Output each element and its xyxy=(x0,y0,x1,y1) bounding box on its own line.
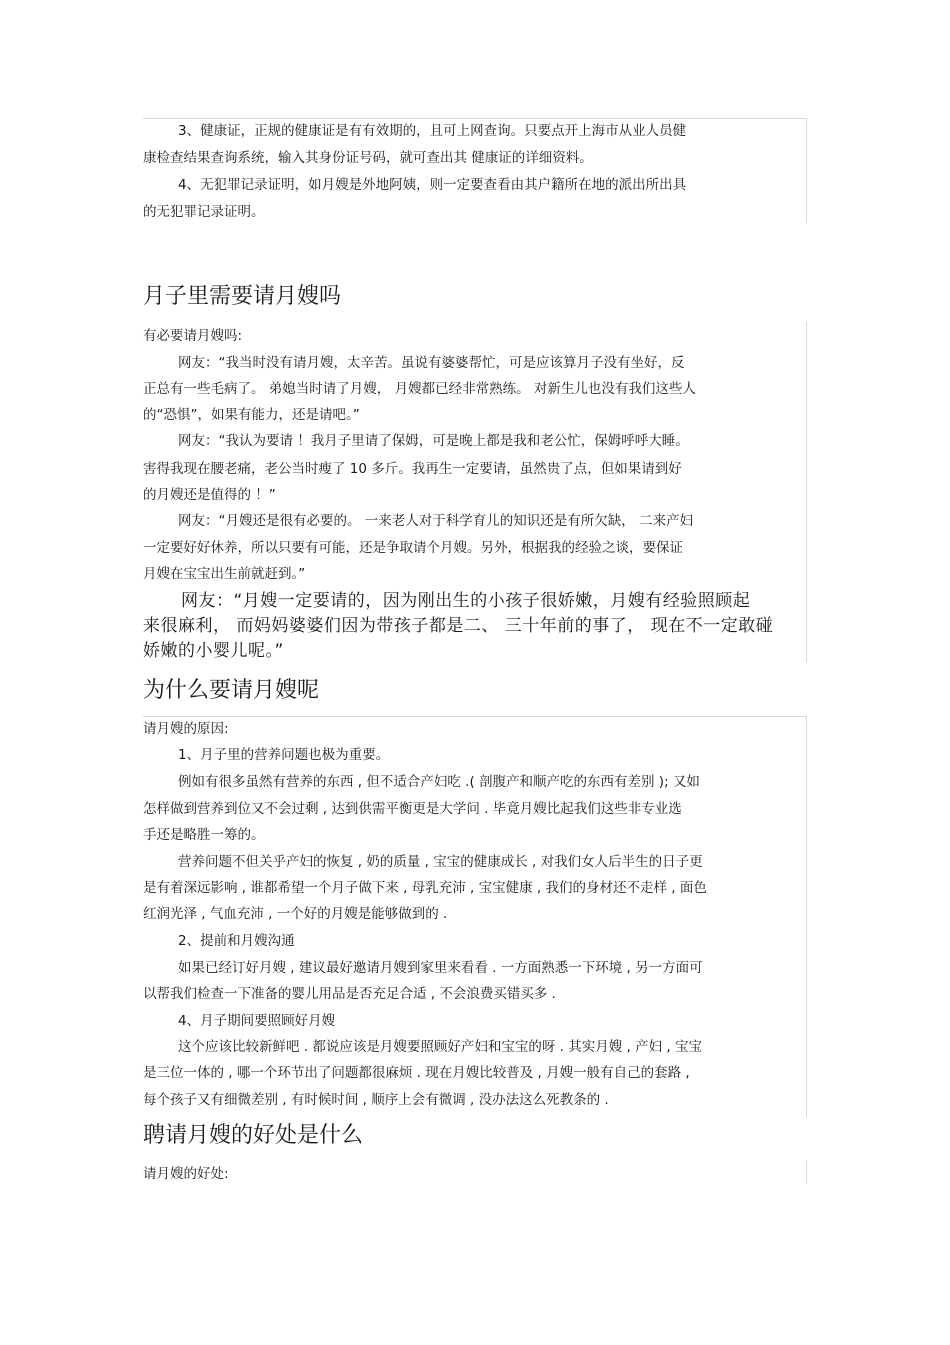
paragraph-line: 如果已经订好月嫂 , 建议最好邀请月嫂到家里来看看 . 一方面熟悉一下环境 , 另一方面可 xyxy=(178,960,703,976)
paragraph-line: 1、月子里的营养问题也极为重要。 xyxy=(178,747,390,763)
paragraph-line: 是有着深远影响 , 谁都希望一个月子做下来 , 母乳充沛 , 宝宝健康 , 我们的身材还不走样 , 面色 xyxy=(143,880,707,896)
paragraph-line: 有必要请月嫂吗: xyxy=(143,328,243,344)
paragraph-line: 以帮我们检查一下准备的婴儿用品是否充足合适 , 不会浪费买错买多 . xyxy=(143,986,556,1002)
paragraph-line: 怎样做到营养到位又不会过剩 , 达到供需平衡更是大学问 . 毕竟月嫂比起我们这些非专业选 xyxy=(143,801,682,817)
section-heading: 月子里需要请月嫂吗 xyxy=(143,284,342,309)
paragraph-line-large: 来很麻利， 而妈妈婆婆们因为带孩子都是二、 三十年前的事了， 现在不一定敢碰 xyxy=(143,616,774,636)
paragraph-line: 每个孩子又有细微差别 , 有时候时间 , 顺序上会有微调 , 没办法这么死教条的 . xyxy=(143,1092,609,1108)
paragraph-line: 一定要好好休养，所以只要有可能，还是争取请个月嫂。另外，根据我的经验之谈，要保证 xyxy=(143,540,683,556)
paragraph-line: 正总有一些毛病了。 弟媳当时请了月嫂， 月嫂都已经非常熟练。 对新生儿也没有我们这些人 xyxy=(143,381,696,397)
paragraph-line: 请月嫂的好处: xyxy=(143,1166,229,1182)
paragraph-line: 手还是略胜一筹的。 xyxy=(143,827,265,843)
paragraph-line: 请月嫂的原因: xyxy=(143,721,229,737)
paragraph-line: 2、提前和月嫂沟通 xyxy=(178,933,295,949)
section2-text-block xyxy=(143,716,807,1117)
paragraph-line: 的无犯罪记录证明。 xyxy=(143,204,265,220)
section-heading: 为什么要请月嫂呢 xyxy=(143,678,320,703)
paragraph-line: 这个应该比较新鲜吧 . 都说应该是月嫂要照顾好产妇和宝宝的呀 . 其实月嫂 , 产妇 , 宝宝 xyxy=(178,1039,702,1055)
section3-text-block xyxy=(143,1160,807,1184)
paragraph-line: 例如有很多虽然有营养的东西 , 但不适合产妇吃 .( 剖腹产和顺产吃的东西有差别 ); 又如 xyxy=(178,774,700,790)
paragraph-line-large: 娇嫩的小婴儿呢。” xyxy=(143,641,284,661)
paragraph-line: 4、月子期间要照顾好月嫂 xyxy=(178,1013,336,1029)
paragraph-line: 害得我现在腰老痛，老公当时瘦了 10 多斤。我再生一定要请，虽然贵了点，但如果请到好 xyxy=(143,461,682,477)
paragraph-line: 营养问题不但关乎产妇的恢复 , 奶的质量 , 宝宝的健康成长 , 对我们女人后半生的日子更 xyxy=(178,854,703,870)
paragraph-line: 网友：“我认为要请 ！我月子里请了保姆，可是晚上都是我和老公忙，保姆呼呼大睡。 xyxy=(178,433,689,449)
section-heading: 聘请月嫂的好处是什么 xyxy=(143,1123,364,1148)
paragraph-line: 月嫂在宝宝出生前就赶到。” xyxy=(143,566,306,582)
paragraph-line: 红润光泽 , 气血充沛 , 一个好的月嫂是能够做到的 . xyxy=(143,906,448,922)
paragraph-line: 4、无犯罪记录证明，如月嫂是外地阿姨，则一定要查看由其户籍所在地的派出所出具 xyxy=(178,177,687,193)
paragraph-line: 3、健康证，正规的健康证是有有效期的，且可上网查询。只要点开上海市从业人员健 xyxy=(178,123,687,139)
paragraph-line: 的月嫂还是值得的 ！” xyxy=(143,487,276,503)
section1-text-block xyxy=(143,322,807,662)
paragraph-line: 的“恐惧”，如果有能力，还是请吧。” xyxy=(143,407,360,423)
paragraph-line-large: 网友：“月嫂一定要请的，因为刚出生的小孩子很娇嫩，月嫂有经验照顾起 xyxy=(181,591,751,611)
top-text-block xyxy=(143,118,807,223)
paragraph-line: 康检查结果查询系统，输入其身份证号码，就可查出其 健康证的详细资料。 xyxy=(143,150,593,166)
paragraph-line: 网友：“我当时没有请月嫂，太辛苦。虽说有婆婆帮忙，可是应该算月子没有坐好，反 xyxy=(178,355,685,371)
paragraph-line: 网友：“月嫂还是很有必要的。 一来老人对于科学育儿的知识还是有所欠缺， 二来产妇 xyxy=(178,513,694,529)
paragraph-line: 是三位一体的 , 哪一个环节出了问题都很麻烦 . 现在月嫂比较普及 , 月嫂一般有自己的套路 , xyxy=(143,1065,690,1081)
